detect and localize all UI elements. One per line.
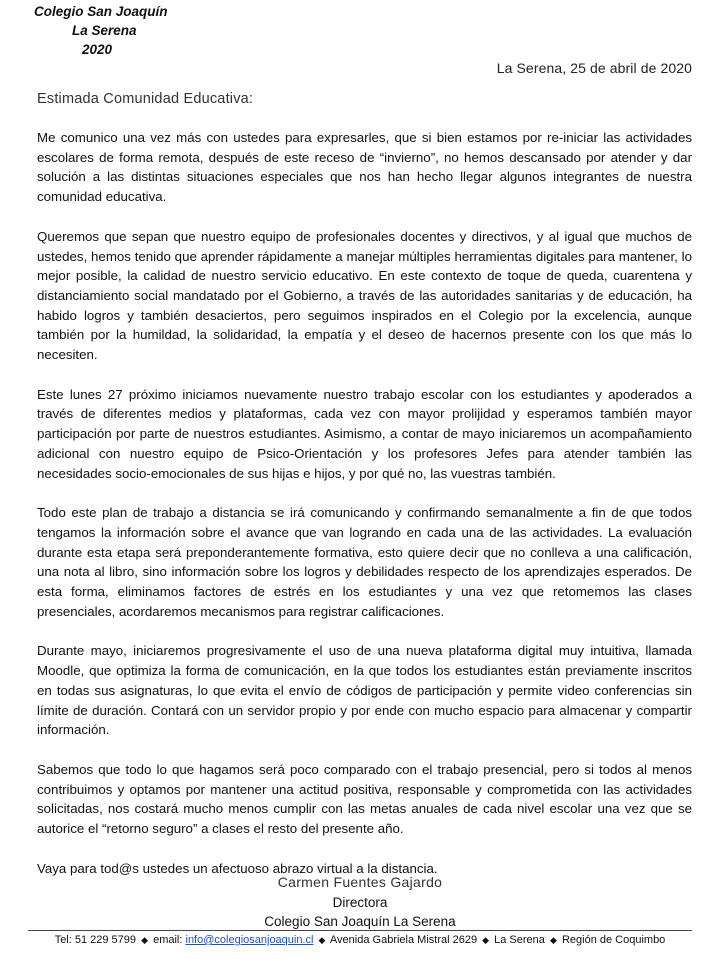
signatory-name: Carmen Fuentes Gajardo <box>277 874 443 890</box>
signature-block <box>0 872 720 931</box>
paragraph-4: Todo este plan de trabajo a distancia se irá comunicando y confirmando semanalmente a fin de que todos tengamos la información sobre el avance que van logrando en cada una de las actividades. La evaluación durante esta etapa será preponderantemente formativa, esto quiere decir que no conlleva a una calificación, una nota al libro, sino información sobre los logros y debilidades respecto de los aprendizajes esperados. De esta forma, eliminamos factores de estrés en los estudiantes y una vez que retomemos las clases presenciales, acordaremos mecanismos para registrar calificaciones. <box>37 505 692 619</box>
paragraph-6: Sabemos que todo lo que hagamos será poco comparado con el trabajo presencial, pero si todos al menos contribuimos y optamos por mantener una actitud positiva, responsable y comprometida con las actividades solicitadas, nos costará mucho menos cumplir con las metas anuales de cada nivel escolar una vez que se autorice el “retorno seguro” a clases el resto del presente año. <box>37 761 692 837</box>
footer-email-link[interactable]: info@colegiosanjoaquin.cl <box>185 934 314 946</box>
signatory-school: Colegio San Joaquín La Serena <box>264 914 456 929</box>
signatory-title: Directora <box>332 895 388 910</box>
footer-phone: Tel: 51 229 5799 <box>54 934 137 946</box>
diamond-separator-icon: ◆ <box>141 935 149 945</box>
paragraph-3: Este lunes 27 próximo iniciamos nuevamente nuestro trabajo escolar con los estudiantes y apoderados a través de diferentes medios y plataformas, cada vez con mayor prolijidad y esperamos también mayor participación por parte de nuestros estudiantes. Asimismo, a contar de mayo iniciaremos un acompañamiento adicional con nuestro equipo de Psico-Orientación y los profesores Jefes para atender también las necesidades socio-emocionales de sus hijas e hijos, y por qué no, las vuestras también. <box>37 386 692 481</box>
paragraph-5: Durante mayo, iniciaremos progresivamente el uso de una nueva plataforma digital muy intuitiva, llamada Moodle, que optimiza la forma de comunicación, en la que todos los estudiantes están previamente inscritos en todas sus asignaturas, lo que evita el envío de códigos de participación y permite video conferencias sin límite de duración. Contará con un servidor propio y por ende con mucho espacio para almacenar y compartir información. <box>37 643 692 738</box>
footer-email-label: email: <box>153 934 183 946</box>
letterhead <box>34 2 168 59</box>
footer-city: La Serena <box>494 934 545 946</box>
paragraph-7: Vaya para tod@s ustedes un afectuoso abrazo virtual a la distancia. <box>37 860 438 876</box>
diamond-separator-icon: ◆ <box>549 935 557 945</box>
footer-address: Avenida Gabriela Mistral 2629 <box>329 934 478 946</box>
school-city: La Serena <box>72 23 137 38</box>
footer-region: Región de Coquimbo <box>561 934 666 946</box>
diamond-separator-icon: ◆ <box>482 935 490 945</box>
letter-body <box>37 128 692 899</box>
school-year: 2020 <box>82 42 113 57</box>
footer <box>0 934 720 946</box>
diamond-separator-icon: ◆ <box>318 935 326 945</box>
footer-divider <box>28 930 692 931</box>
school-name: Colegio San Joaquín <box>34 4 168 19</box>
letter-date: La Serena, 25 de abril de 2020 <box>496 60 692 76</box>
paragraph-2: Queremos que sepan que nuestro equipo de profesionales docentes y directivos, y al igual que muchos de ustedes, hemos tenido que aprender rápidamente a manejar múltiples herramientas digitales para mantener, lo mejor posible, la calidad de nuestro servicio educativo. En este contexto de toque de queda, cuarentena y distanciamiento social mandatado por el Gobierno, a través de las autoridades sanitarias y de educación, ha habido logros y también desaciertos, pero seguimos inspirados en el Colegio por la excelencia, aunque también por la humildad, la solidaridad, la empatía y el deseo de hacernos presente con los que más lo necesiten. <box>37 228 692 363</box>
paragraph-1: Me comunico una vez más con ustedes para expresarles, que si bien estamos por re-iniciar las actividades escolares de forma remota, después de este receso de “invierno”, no hemos descansado por atender y dar solución a las distintas situaciones especiales que nos han hecho llegar algunos integrantes de nuestra comunidad educativa. <box>37 130 692 205</box>
salutation: Estimada Comunidad Educativa: <box>37 91 254 107</box>
